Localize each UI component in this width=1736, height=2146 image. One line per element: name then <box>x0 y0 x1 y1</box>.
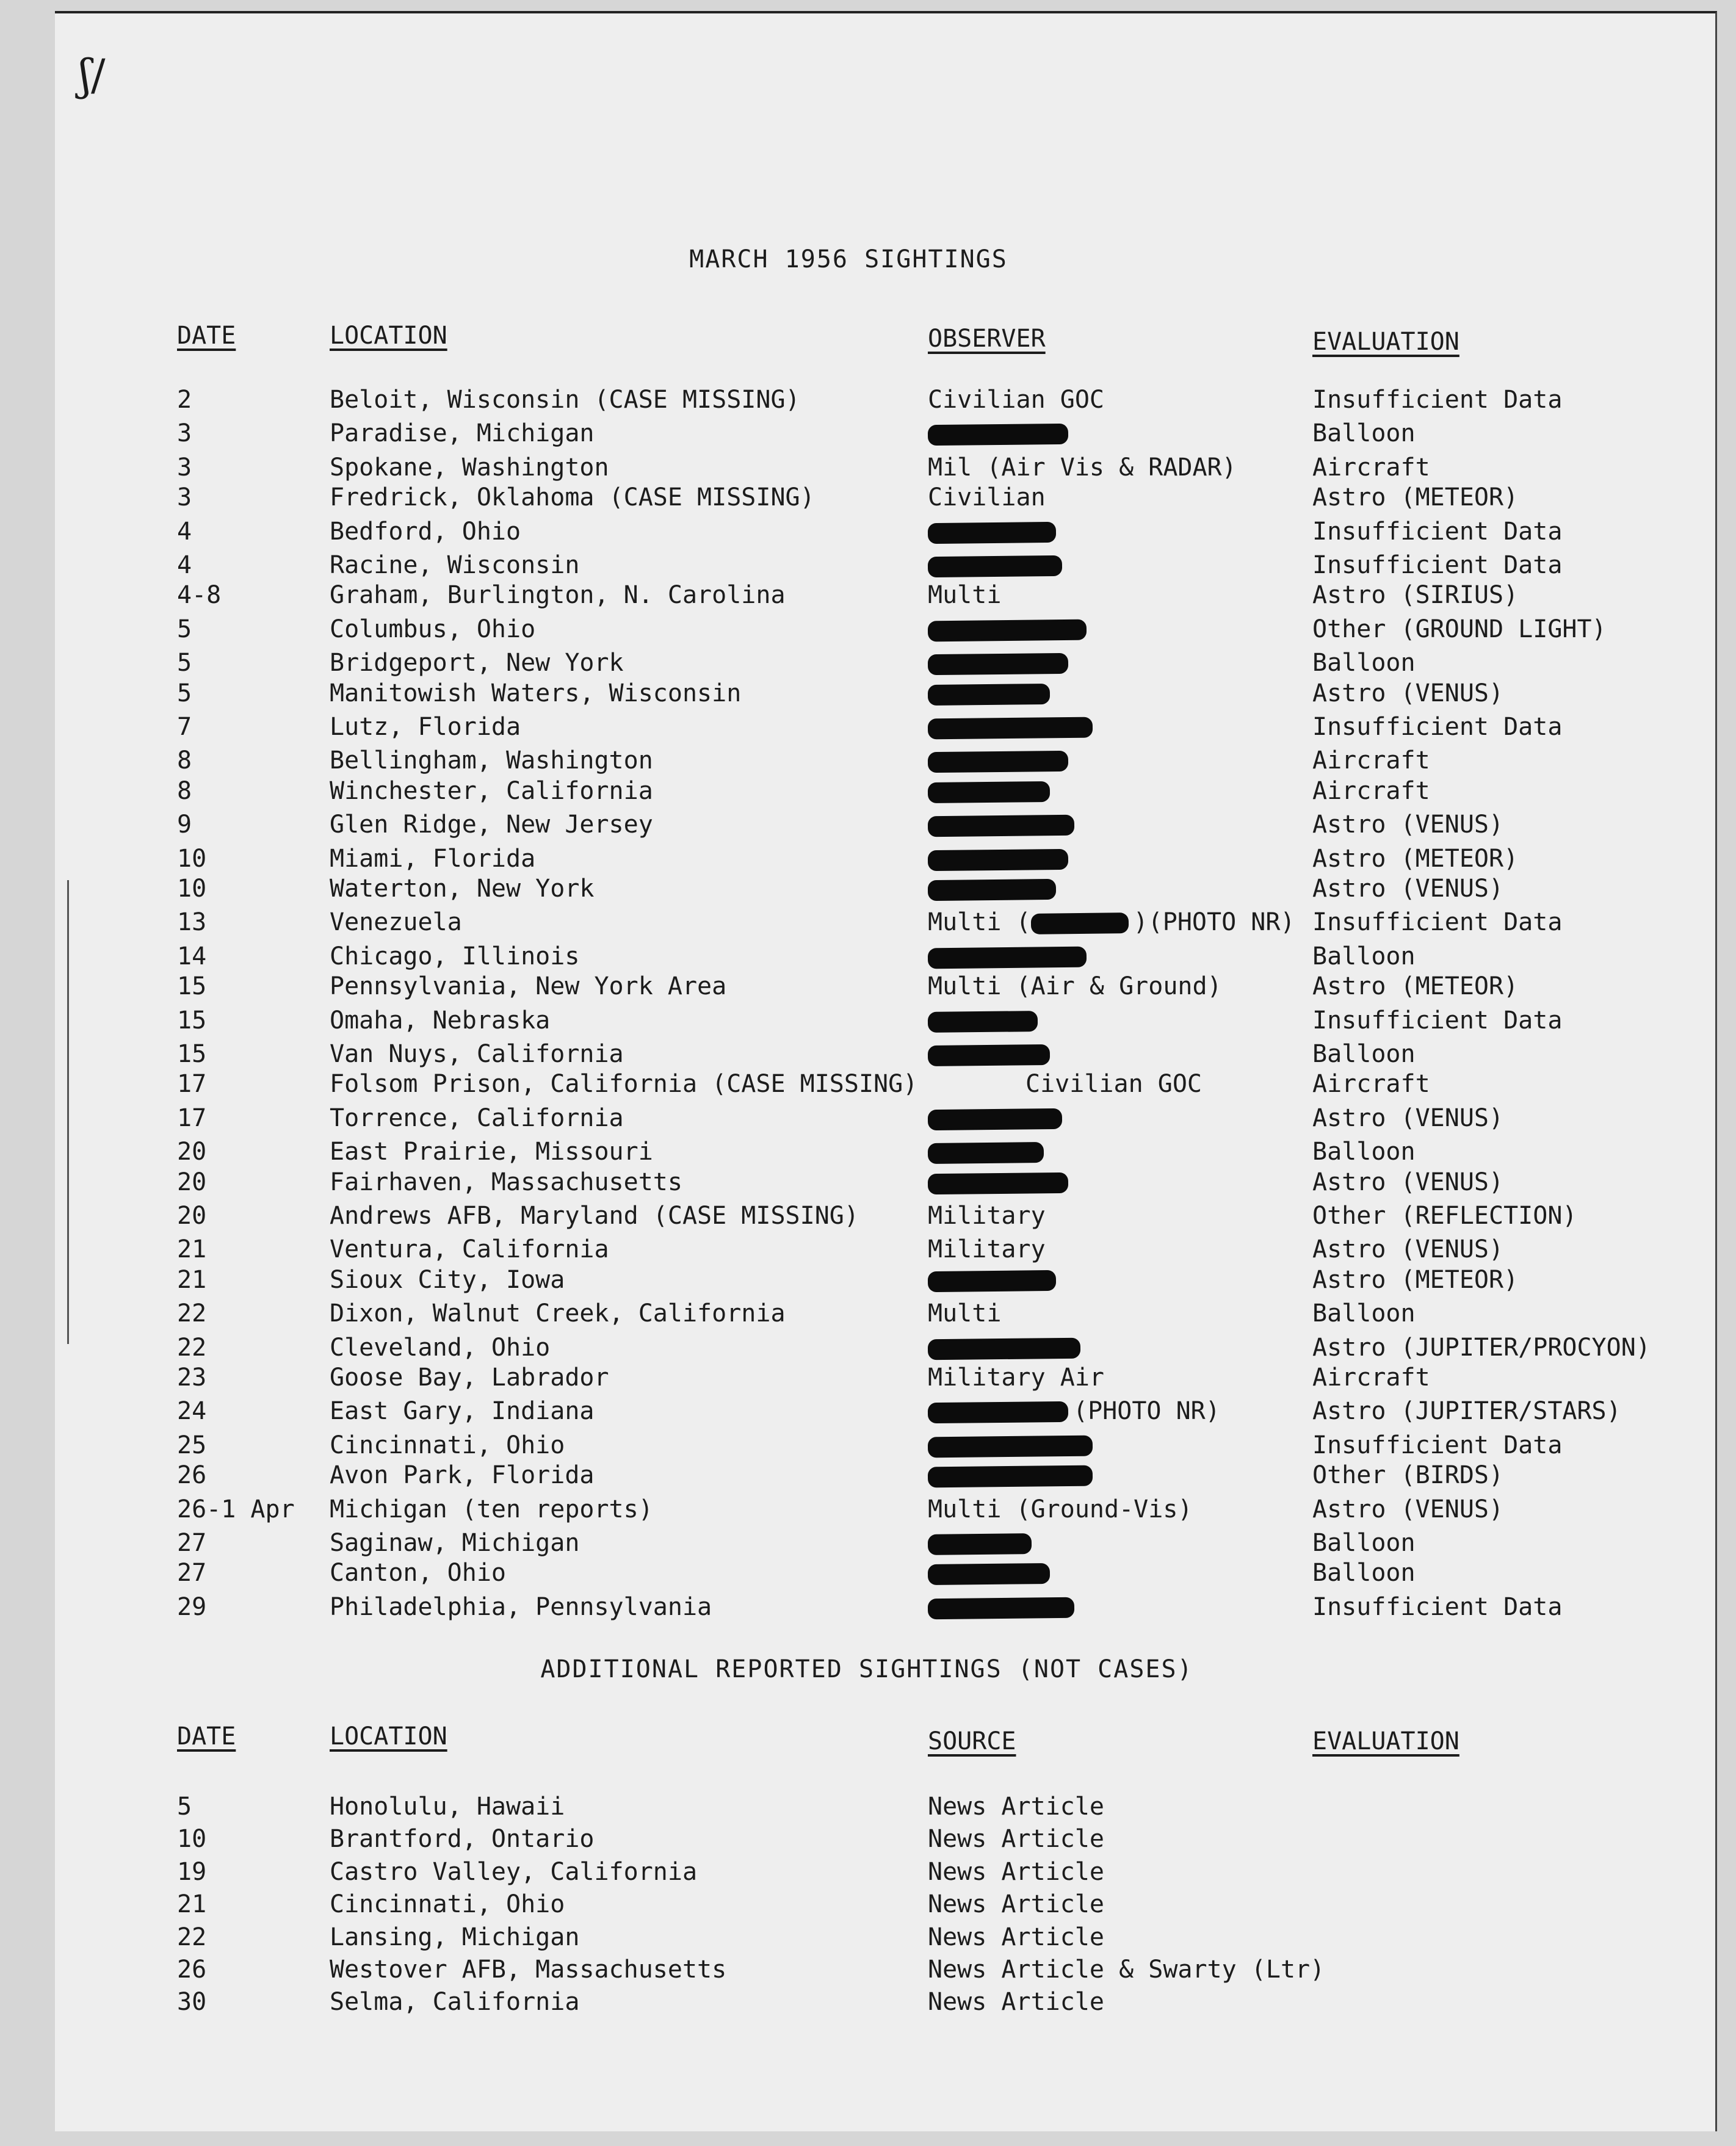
row-date: 21 <box>177 1235 207 1264</box>
table-row <box>55 581 1715 614</box>
observer-text: Multi (Ground-Vis) <box>928 1495 1193 1523</box>
row-evaluation: Astro (JUPITER/STARS) <box>1312 1397 1621 1426</box>
redaction-bar <box>928 1108 1062 1130</box>
row-location: Glen Ridge, New Jersey <box>330 811 653 839</box>
additional-row <box>55 1793 1715 1826</box>
row-location: Westover AFB, Massachusetts <box>330 1956 727 1984</box>
row-observer <box>928 1235 1046 1263</box>
redaction-bar <box>928 1044 1050 1066</box>
table-row <box>55 845 1715 878</box>
row-observer <box>928 1299 1001 1328</box>
row-location: Pennsylvania, New York Area <box>330 972 727 1001</box>
row-location: Venezuela <box>330 908 462 937</box>
additional-row <box>55 1825 1715 1858</box>
table-row <box>55 419 1715 452</box>
row-date: 10 <box>177 1825 207 1854</box>
row-location: Bridgeport, New York <box>330 649 624 677</box>
row-date: 8 <box>177 746 192 775</box>
row-evaluation: Balloon <box>1312 1559 1416 1588</box>
row-evaluation: Astro (METEOR) <box>1312 844 1519 873</box>
row-observer <box>928 811 1079 839</box>
table-row <box>55 518 1715 551</box>
row-date: 26-1 Apr <box>177 1495 295 1523</box>
table-row <box>55 942 1715 975</box>
table-row <box>55 1138 1715 1171</box>
row-date: 3 <box>177 483 192 512</box>
table-row <box>55 1104 1715 1137</box>
row-observer <box>928 551 1067 579</box>
row-evaluation: Balloon <box>1312 649 1416 677</box>
row-evaluation: Astro (VENUS) <box>1312 1495 1504 1523</box>
row-location: Graham, Burlington, N. Carolina <box>330 581 786 610</box>
row-date: 5 <box>177 649 192 677</box>
row-evaluation: Astro (SIRIUS) <box>1312 581 1519 610</box>
row-source: News Article <box>928 1825 1104 1854</box>
row-date: 17 <box>177 1070 207 1099</box>
row-evaluation: Balloon <box>1312 942 1416 970</box>
row-location: Saginaw, Michigan <box>330 1529 580 1557</box>
table-row <box>55 1299 1715 1332</box>
redaction-bar <box>928 1011 1038 1033</box>
row-date: 10 <box>177 875 207 903</box>
row-observer <box>928 942 1091 970</box>
row-evaluation: Astro (METEOR) <box>1312 1265 1519 1294</box>
row-location: Manitowish Waters, Wisconsin <box>330 679 742 707</box>
row-evaluation: Insufficient Data <box>1312 386 1563 414</box>
row-date: 3 <box>177 453 192 482</box>
row-location: Spokane, Washington <box>330 453 609 482</box>
row-date: 30 <box>177 1988 207 2017</box>
table-row <box>55 453 1715 486</box>
row-location: East Gary, Indiana <box>330 1397 595 1426</box>
header-evaluation: EVALUATION <box>1312 328 1459 356</box>
row-source: News Article <box>928 1857 1104 1886</box>
table-row <box>55 1397 1715 1430</box>
row-location: Lansing, Michigan <box>330 1923 580 1951</box>
row-evaluation: Insufficient Data <box>1312 551 1563 579</box>
additional-row <box>55 1858 1715 1891</box>
row-evaluation: Astro (VENUS) <box>1312 1235 1504 1264</box>
row-location: Torrence, California <box>330 1104 624 1132</box>
row-observer <box>928 615 1091 643</box>
row-observer <box>928 845 1073 873</box>
row-date: 25 <box>177 1431 207 1459</box>
row-location: Van Nuys, California <box>330 1040 624 1068</box>
row-location: Chicago, Illinois <box>330 942 580 970</box>
table-row <box>55 1202 1715 1235</box>
row-date: 19 <box>177 1857 207 1886</box>
row-date: 20 <box>177 1138 207 1166</box>
table-row <box>55 1593 1715 1626</box>
row-evaluation: Astro (VENUS) <box>1312 679 1504 707</box>
row-location: Omaha, Nebraska <box>330 1006 551 1035</box>
row-date: 15 <box>177 972 207 1001</box>
row-observer <box>928 1461 1098 1489</box>
row-location: Fredrick, Oklahoma (CASE MISSING) <box>330 483 815 512</box>
redaction-bar <box>928 848 1068 870</box>
row-date: 4 <box>177 551 192 579</box>
row-source: News Article & Swarty (Ltr) <box>928 1956 1325 1984</box>
row-location: Beloit, Wisconsin (CASE MISSING) <box>330 386 800 414</box>
redaction-bar <box>928 653 1068 675</box>
row-observer <box>928 483 1046 511</box>
table-row <box>55 1461 1715 1494</box>
observer-text: Military Air <box>928 1364 1104 1392</box>
row-observer <box>928 1495 1192 1523</box>
table-row <box>55 908 1715 941</box>
row-location: Racine, Wisconsin <box>330 551 580 579</box>
additional-header-evaluation: EVALUATION <box>1312 1727 1459 1755</box>
row-evaluation: Balloon <box>1312 1040 1416 1068</box>
row-date: 4-8 <box>177 581 222 610</box>
redaction-bar <box>1030 913 1128 935</box>
additional-header-location: LOCATION <box>330 1722 447 1750</box>
row-location: Castro Valley, California <box>330 1857 698 1886</box>
row-date: 24 <box>177 1397 207 1426</box>
page-mark: ʃ/ <box>79 50 106 100</box>
row-location: Folsom Prison, California (CASE MISSING) <box>330 1070 918 1099</box>
observer-text: Multi <box>928 1299 1002 1328</box>
table-row <box>55 713 1715 746</box>
observer-text: Multi ( <box>928 908 1031 937</box>
document-page <box>55 11 1717 2131</box>
observer-text: Multi <box>928 581 1002 610</box>
table-row <box>55 811 1715 844</box>
row-observer <box>928 1266 1061 1294</box>
row-location: Winchester, California <box>330 776 653 805</box>
row-location: Cincinnati, Ohio <box>330 1890 565 1919</box>
row-observer <box>928 518 1061 546</box>
observer-text: Mil (Air Vis & RADAR) <box>928 453 1237 482</box>
additional-row <box>55 1890 1715 1923</box>
row-observer <box>928 1040 1055 1068</box>
row-observer <box>928 1138 1049 1166</box>
row-source: News Article <box>928 1890 1104 1919</box>
row-location: Miami, Florida <box>330 844 536 873</box>
row-date: 8 <box>177 776 192 805</box>
table-row <box>55 649 1715 682</box>
table-row <box>55 746 1715 779</box>
additional-header-date: DATE <box>177 1722 236 1750</box>
row-observer <box>928 1168 1073 1196</box>
row-location: Cleveland, Ohio <box>330 1333 551 1362</box>
row-evaluation: Insufficient Data <box>1312 1431 1563 1459</box>
table-row <box>55 1334 1715 1367</box>
observer-text: Civilian GOC <box>928 386 1104 414</box>
table-row <box>55 875 1715 908</box>
row-location: Selma, California <box>330 1988 580 2017</box>
additional-row <box>55 1988 1715 2021</box>
row-evaluation: Astro (VENUS) <box>1312 1168 1504 1196</box>
row-date: 4 <box>177 517 192 546</box>
row-date: 13 <box>177 908 207 937</box>
row-evaluation: Insufficient Data <box>1312 517 1563 546</box>
redaction-bar <box>928 815 1074 837</box>
row-observer <box>928 649 1073 677</box>
row-date: 22 <box>177 1333 207 1362</box>
row-date: 15 <box>177 1006 207 1035</box>
row-date: 21 <box>177 1890 207 1919</box>
row-observer <box>928 1593 1079 1621</box>
row-source: News Article <box>928 1988 1104 2017</box>
header-location: LOCATION <box>330 322 447 350</box>
table-row <box>55 1364 1715 1396</box>
table-row <box>55 1529 1715 1562</box>
row-observer <box>928 777 1055 805</box>
observer-text-tail: )(PHOTO NR) <box>1133 908 1295 937</box>
row-location: Brantford, Ontario <box>330 1825 595 1854</box>
table-row <box>55 1168 1715 1201</box>
table-row <box>55 777 1715 810</box>
row-observer <box>928 679 1055 707</box>
row-evaluation: Astro (VENUS) <box>1312 811 1504 839</box>
redaction-bar <box>928 751 1068 773</box>
row-observer <box>1025 1070 1202 1098</box>
observer-text: Multi (Air & Ground) <box>928 972 1222 1001</box>
row-evaluation: Balloon <box>1312 1138 1416 1166</box>
redaction-bar <box>928 717 1093 740</box>
row-date: 10 <box>177 844 207 873</box>
row-observer <box>928 581 1001 609</box>
redaction-bar <box>928 1435 1093 1458</box>
row-date: 2 <box>177 386 192 414</box>
row-location: Sioux City, Iowa <box>330 1265 565 1294</box>
row-date: 3 <box>177 419 192 448</box>
redaction-bar <box>928 1337 1080 1360</box>
row-observer <box>928 1202 1046 1230</box>
row-location: East Prairie, Missouri <box>330 1138 653 1166</box>
observer-text: Civilian GOC <box>1025 1070 1202 1099</box>
row-observer <box>928 713 1098 741</box>
row-date: 29 <box>177 1592 207 1621</box>
row-observer <box>928 1104 1067 1132</box>
redaction-bar <box>928 1563 1050 1585</box>
row-evaluation: Aircraft <box>1312 1364 1430 1392</box>
table-row <box>55 972 1715 1005</box>
redaction-bar <box>928 1142 1044 1164</box>
row-date: 22 <box>177 1299 207 1328</box>
row-location: Canton, Ohio <box>330 1559 506 1588</box>
page-title: MARCH 1956 SIGHTINGS <box>689 245 1008 273</box>
row-source: News Article <box>928 1923 1104 1951</box>
row-evaluation: Insufficient Data <box>1312 1006 1563 1035</box>
row-evaluation: Other (REFLECTION) <box>1312 1202 1577 1230</box>
row-location: Avon Park, Florida <box>330 1461 595 1490</box>
row-evaluation: Aircraft <box>1312 453 1430 482</box>
table-row <box>55 1266 1715 1299</box>
row-date: 27 <box>177 1559 207 1588</box>
table-row <box>55 1070 1715 1103</box>
table-row <box>55 551 1715 584</box>
table-row <box>55 679 1715 712</box>
table-row <box>55 1431 1715 1464</box>
row-evaluation: Astro (VENUS) <box>1312 875 1504 903</box>
table-row <box>55 1559 1715 1592</box>
row-evaluation: Balloon <box>1312 1529 1416 1557</box>
table-row <box>55 615 1715 648</box>
redaction-bar <box>928 781 1050 803</box>
redaction-bar <box>928 619 1087 641</box>
row-date: 27 <box>177 1529 207 1557</box>
row-date: 26 <box>177 1956 207 1984</box>
row-location: Waterton, New York <box>330 875 595 903</box>
redaction-bar <box>928 684 1050 706</box>
additional-row <box>55 1956 1715 1989</box>
row-date: 17 <box>177 1104 207 1132</box>
row-date: 20 <box>177 1202 207 1230</box>
row-observer <box>928 1397 1220 1425</box>
redaction-bar <box>928 1270 1056 1292</box>
redaction-bar <box>928 1597 1074 1620</box>
row-date: 5 <box>177 1793 192 1821</box>
row-observer <box>928 1431 1098 1459</box>
row-location: Columbus, Ohio <box>330 615 536 643</box>
row-location: Michigan (ten reports) <box>330 1495 653 1523</box>
row-evaluation: Astro (METEOR) <box>1312 972 1519 1001</box>
row-date: 20 <box>177 1168 207 1196</box>
header-observer: OBSERVER <box>928 325 1046 353</box>
row-evaluation: Aircraft <box>1312 746 1430 775</box>
redaction-bar <box>928 879 1056 901</box>
row-evaluation: Balloon <box>1312 419 1416 448</box>
table-row <box>55 1006 1715 1039</box>
row-date: 7 <box>177 713 192 741</box>
row-date: 5 <box>177 679 192 707</box>
row-observer <box>928 1334 1085 1362</box>
row-location: Bedford, Ohio <box>330 517 521 546</box>
row-observer <box>928 1559 1055 1587</box>
redaction-bar <box>928 521 1056 543</box>
table-row <box>55 386 1715 419</box>
row-observer <box>928 1529 1036 1557</box>
row-location: Dixon, Walnut Creek, California <box>330 1299 786 1328</box>
row-observer <box>928 453 1237 482</box>
row-date: 9 <box>177 811 192 839</box>
observer-text: Civilian <box>928 483 1046 512</box>
row-observer <box>928 908 1295 936</box>
observer-text: Military <box>928 1235 1046 1264</box>
table-row <box>55 1235 1715 1268</box>
additional-header-source: SOURCE <box>928 1727 1016 1755</box>
table-row <box>55 1040 1715 1073</box>
row-observer <box>928 386 1104 414</box>
row-date: 15 <box>177 1040 207 1068</box>
redaction-bar <box>928 1533 1032 1555</box>
row-observer <box>928 1006 1043 1035</box>
additional-title: ADDITIONAL REPORTED SIGHTINGS (NOT CASES) <box>540 1655 1193 1683</box>
row-location: Bellingham, Washington <box>330 746 653 775</box>
redaction-bar <box>928 555 1062 577</box>
row-date: 21 <box>177 1265 207 1294</box>
row-evaluation: Insufficient Data <box>1312 1592 1563 1621</box>
row-location: Goose Bay, Labrador <box>330 1364 609 1392</box>
row-observer <box>928 746 1073 775</box>
row-evaluation: Astro (VENUS) <box>1312 1104 1504 1132</box>
row-source: News Article <box>928 1793 1104 1821</box>
row-evaluation: Aircraft <box>1312 1070 1430 1099</box>
row-evaluation: Insufficient Data <box>1312 713 1563 741</box>
row-evaluation: Astro (METEOR) <box>1312 483 1519 512</box>
observer-text: Military <box>928 1202 1046 1230</box>
row-date: 14 <box>177 942 207 970</box>
row-evaluation: Astro (JUPITER/PROCYON) <box>1312 1333 1651 1362</box>
row-evaluation: Other (GROUND LIGHT) <box>1312 615 1607 643</box>
row-observer <box>928 419 1073 447</box>
row-location: Fairhaven, Massachusetts <box>330 1168 682 1196</box>
row-location: Lutz, Florida <box>330 713 521 741</box>
table-row <box>55 483 1715 516</box>
row-location: Honolulu, Hawaii <box>330 1793 565 1821</box>
row-evaluation: Other (BIRDS) <box>1312 1461 1504 1490</box>
row-evaluation: Balloon <box>1312 1299 1416 1328</box>
row-evaluation: Insufficient Data <box>1312 908 1563 937</box>
row-observer <box>928 1364 1104 1392</box>
row-evaluation: Aircraft <box>1312 776 1430 805</box>
row-location: Andrews AFB, Maryland (CASE MISSING) <box>330 1202 859 1230</box>
row-date: 5 <box>177 615 192 643</box>
row-date: 26 <box>177 1461 207 1490</box>
redaction-bar <box>928 1465 1093 1488</box>
header-date: DATE <box>177 322 236 350</box>
table-row <box>55 1495 1715 1528</box>
row-date: 23 <box>177 1364 207 1392</box>
observer-text: (PHOTO NR) <box>1073 1397 1220 1426</box>
row-observer <box>928 972 1222 1000</box>
additional-row <box>55 1923 1715 1956</box>
row-date: 22 <box>177 1923 207 1951</box>
redaction-bar <box>928 1401 1068 1423</box>
redaction-bar <box>928 946 1087 969</box>
row-observer <box>928 875 1061 903</box>
row-location: Philadelphia, Pennsylvania <box>330 1592 712 1621</box>
redaction-bar <box>928 1172 1068 1194</box>
row-location: Paradise, Michigan <box>330 419 595 448</box>
row-location: Cincinnati, Ohio <box>330 1431 565 1459</box>
row-location: Ventura, California <box>330 1235 609 1264</box>
redaction-bar <box>928 424 1068 446</box>
